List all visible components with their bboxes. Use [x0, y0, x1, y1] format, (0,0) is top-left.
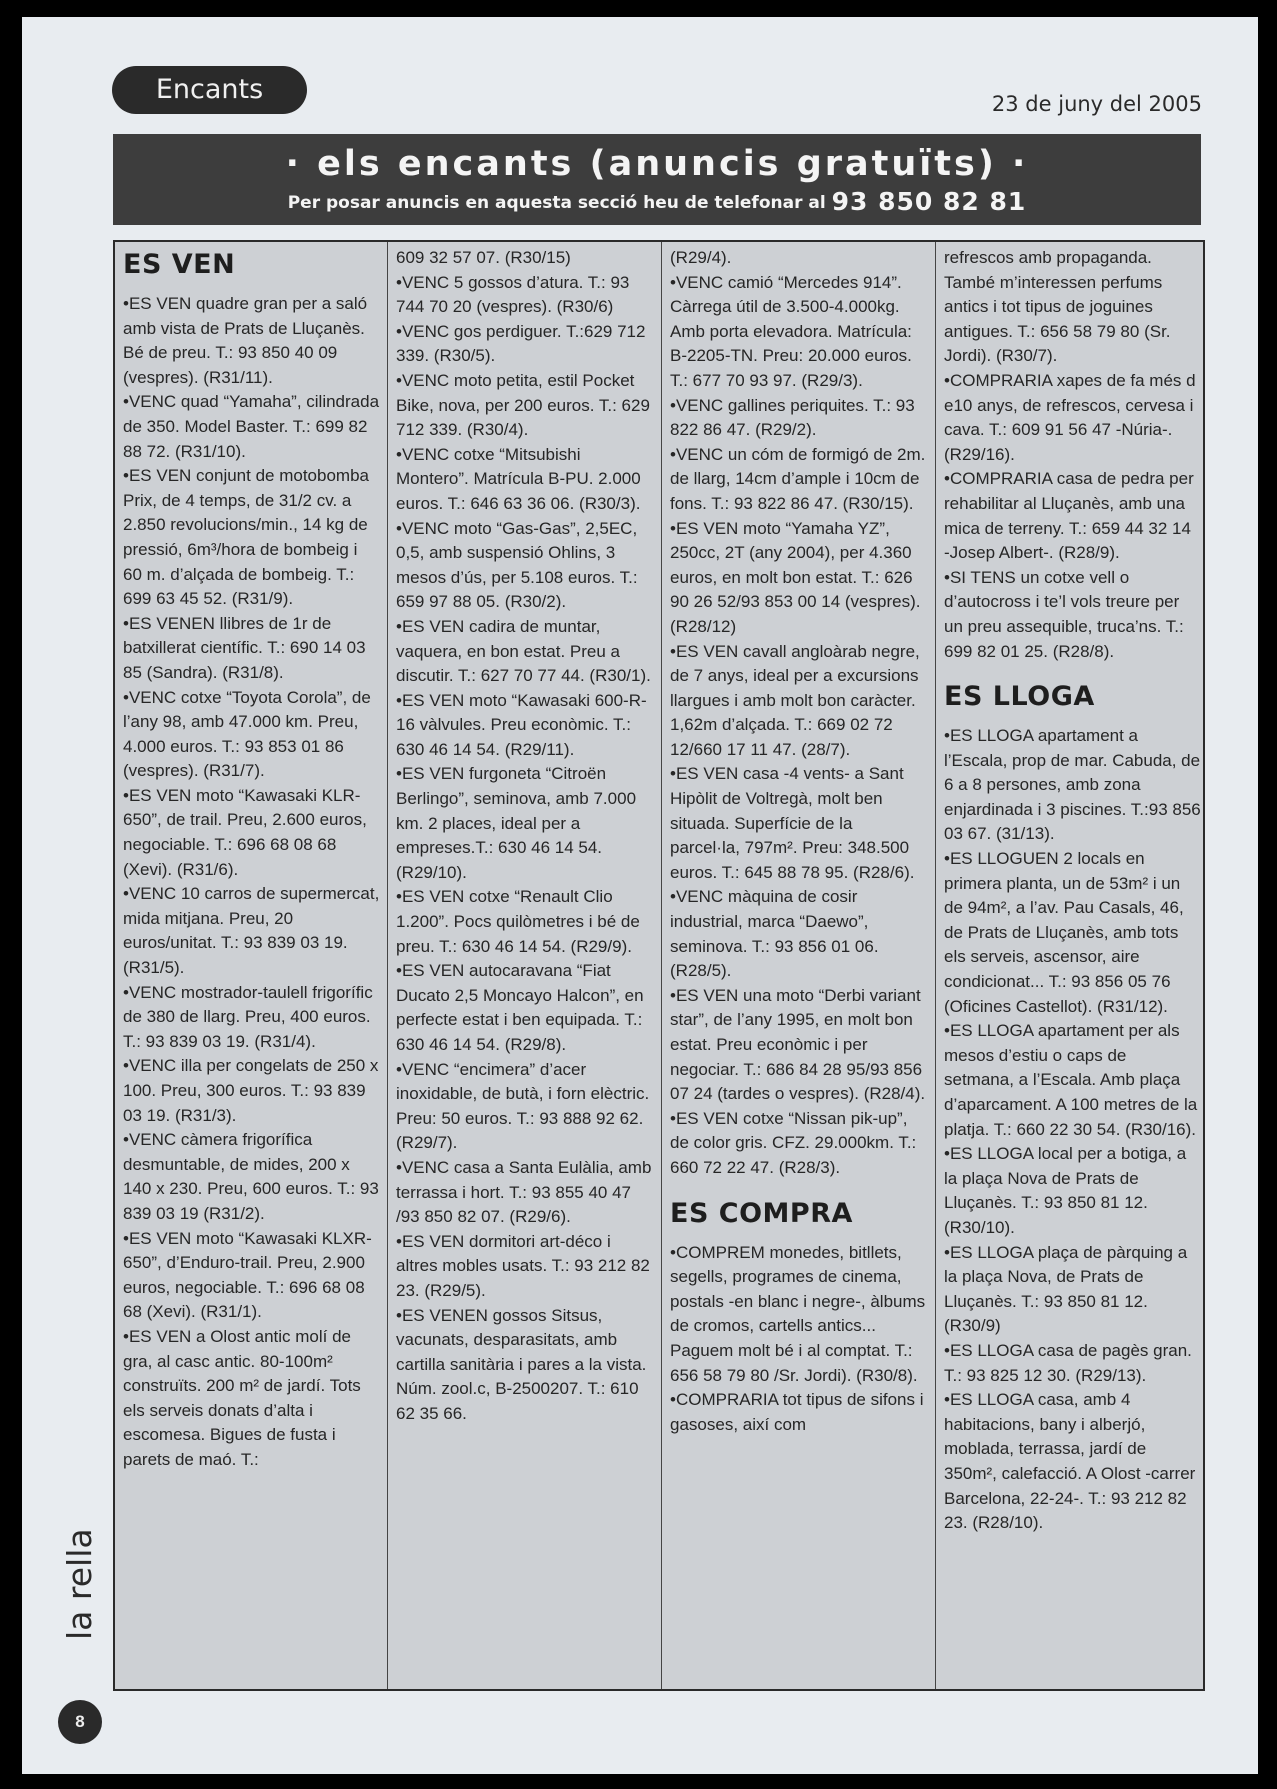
section-tab	[112, 66, 307, 114]
classified-ad: •VENC “encimera” d’acer inoxidable, de butà, i forn elèctric. Preu: 50 euros. T.: 93 888 92 62.(R29/7).	[396, 1059, 650, 1153]
section-label: Encants	[155, 74, 264, 105]
classified-ad: •ES LLOGA casa, amb 4 habitacions, bany i alberjó, mobladа, terrassa, jardí de 350m², calefacció. A Olost -carrer Barcelona, 22-24-. T.: 93 212 82 23. (R28/10).	[944, 1390, 1196, 1533]
classified-ad: •VENC màquina de cosir industrial, marca “Daewo”, seminova. T.: 93 856 01 06. (R28/5).	[670, 887, 879, 981]
classifieds-banner	[113, 134, 1201, 225]
classified-ad: •ES LLOGA apartament a l’Escala, prop de mar. Cabuda, de 6 a 8 persones, amb zona enjardinada i 3 piscines. T.:93 856 03 67. (31/13).	[944, 726, 1201, 844]
classified-ad: •SI TENS un cotxe vell o d’autocross i te’l vols treure per un preu assequible, truca’ns. T.: 699 82 01 25. (R28/8).	[944, 567, 1184, 661]
classified-ad: •VENC moto “Gas-Gas”, 2,5EC, 0,5, amb suspensió Ohlins, 3 mesos d’ús, per 5.108 euros. T.: 659 97 88 05. (R30/2).	[396, 518, 638, 612]
column-2	[396, 246, 653, 1686]
banner-instructions: Per posar anuncis en aquesta secció heu de telefonar al	[287, 193, 826, 213]
category-heading-es-ven: ES VEN	[123, 249, 236, 280]
classified-ad: •ES VEN cotxe “Renault Clio 1.200”. Pocs quilòmetres i bé de preu. T.: 630 46 14 54. (R29/9).	[396, 887, 640, 956]
classified-ad: •ES VENEN llibres de 1r de batxillerat científic. T.: 690 14 03 85 (Sandra). (R31/8).	[123, 613, 366, 682]
classified-ad: •ES VENEN gossos Sitsus, vacunats, desparasitats, amb cartilla sanitària i pares a la vista. Núm. zool.c, B-2500207. T.: 610 62 35 66.	[396, 1305, 647, 1423]
column-1	[123, 246, 380, 1686]
ad-list	[670, 1241, 927, 1438]
classified-ad: •VENC camió “Mercedes 914”. Càrrega útil de 3.500-4.000kg. Amb porta elevadora. Matrícula: B-2205-TN. Preu: 20.000 euros. T.: 677 70 93 97. (R29/3).	[670, 272, 912, 390]
classified-ad: •COMPREM monedes, bitllets, segells, programes de cinema, postals -en blanc i negre-, àlbums de cromos, cartells antics... Paguem molt bé i al comptat. T.: 656 58 79 80 /Sr. Jordi). (R30/8).	[670, 1242, 926, 1385]
column-3	[670, 246, 927, 1686]
classified-ad: refrescos amb propaganda. També m’interessen perfums antics i tot tipus de joguines antigues. T.: 656 58 79 80 (Sr. Jordi). (R30/7).	[944, 248, 1171, 366]
classified-ad: •ES VEN quadre gran per a saló amb vista de Prats de Lluçanès. Bé de preu. T.: 93 850 40 09 (vespres). (R31/11).	[123, 294, 368, 387]
classified-ad: •ES VEN furgoneta “Citroën Berlingo”, seminova, amb 7.000 km. 2 places, ideal per a empreses.T.: 630 46 14 54. (R29/10).	[396, 764, 637, 882]
classified-ad: •VENC illa per congelats de 250 x 100. Preu, 300 euros. T.: 93 839 03 19. (R31/3).	[123, 1056, 379, 1125]
classified-ad: •VENC gos perdiguer. T.:629 712 339. (R30/5).	[396, 321, 646, 366]
classified-ad: •ES VEN moto “Yamaha YZ”, 250cc, 2T (any 2004), per 4.360 euros, en molt bon estat. T.: 626 90 26 52/93 853 00 14 (vespres). (R28/12)	[670, 518, 921, 636]
banner-phone-number: 93 850 82 81	[831, 187, 1027, 216]
classified-ad: •ES VEN cavall angloàrab negre, de 7 anys, ideal per a excursions llargues i amb molt bon caràcter. 1,62m d’alçada. T.: 669 02 72 12/660 17 11 47. (28/7).	[670, 641, 920, 759]
column-divider	[387, 242, 388, 1689]
classified-ad: •VENC cotxe “Mitsubishi Montero”. Matrícula B-PU. 2.000 euros. T.: 646 63 36 06. (R30/3).	[396, 444, 641, 513]
classified-ad: •COMPRARIA tot tipus de sifons i gasoses, així com	[670, 1390, 924, 1434]
classified-ad: •ES LLOGA local per a botiga, a la plaça Nova de Prats de Lluçanès. T.: 93 850 81 12. (R30/10).	[944, 1144, 1187, 1237]
banner-subtitle	[113, 187, 1201, 218]
classified-ad: •ES VEN a Olost antic molí de gra, al casc antic. 80-100m² construïts. 200 m² de jardí. Tots els serveis donats d’alta i escomesa. Bigues de fusta i parets de maó. T.:	[123, 1326, 361, 1469]
classified-ad: (R29/4).	[670, 248, 732, 267]
classified-ad: •VENC casa a Santa Eulàlia, amb terrassa i hort. T.: 93 855 40 47 /93 850 82 07. (R29/6).	[396, 1157, 652, 1227]
publication-masthead: la rella	[60, 1528, 99, 1640]
classified-ad: •ES VEN cotxe “Nissan pik-up”, de color gris. CFZ. 29.000km. T.: 660 72 22 47. (R28/3).	[670, 1108, 917, 1177]
category-heading-es-compra: ES COMPRA	[670, 1197, 853, 1229]
issue-date: 23 de juny del 2005	[991, 92, 1202, 116]
classified-ad: •VENC moto petita, estil Pocket Bike, nova, per 200 euros. T.: 629 712 339. (R30/4).	[396, 370, 650, 440]
column-divider	[661, 242, 662, 1689]
classified-ad: •ES LLOGA apartament per als mesos d’estiu o caps de setmana, a l’Escala. Amb plaça d’aparcament. A 100 metres de la platja. T.: 660 22 30 54. (R30/16).	[944, 1021, 1198, 1139]
classified-ad: •ES VEN moto “Kawasaki KLXR-650”, d’Enduro-trail. Preu, 2.900 euros, negociable. T.: 696 68 08 68 (Xevi). (R31/1).	[123, 1228, 372, 1322]
classified-ad: •ES VEN casa -4 vents- a Sant Hipòlit de Voltregà, molt ben situada. Superfície de la parcel·la, 797m². Preu: 348.500 euros. T.: 645 88 78 95. (R28/6).	[670, 764, 915, 882]
classified-ad: •COMPRARIA casa de pedra per rehabilitar al Lluçanès, amb una mica de terreny. T.: 659 44 32 14 -Josep Albert-. (R28/9).	[944, 469, 1194, 563]
classifieds-box	[113, 240, 1205, 1691]
ad-list	[670, 246, 927, 1181]
classified-ad: •ES LLOGA plaça de pàrquing a la plaça Nova, de Prats de Lluçanès. T.: 93 850 81 12. (R30/9)	[944, 1242, 1188, 1336]
classified-ad: •VENC 10 carros de supermercat, mida mitjana. Preu, 20 euros/unitat. T.: 93 839 03 19. (R31/5).	[123, 884, 380, 978]
classified-ad: •ES VEN cadira de muntar, vaquera, en bon estat. Preu a discutir. T.: 627 70 77 44. (R30/1).	[396, 616, 651, 686]
ad-list	[944, 724, 1201, 1536]
classified-ad: •ES LLOGA casa de pagès gran. T.: 93 825 12 30. (R29/13).	[944, 1340, 1192, 1385]
classified-ad: •ES VEN autocaravana “Fiat Ducato 2,5 Moncayo Halcon”, en perfecte estat i ben equipada. T.: 630 46 14 54. (R29/8).	[396, 961, 644, 1054]
page-number: 8	[58, 1700, 102, 1744]
classified-ad: •ES VEN dormitori art-déco i altres mobles usats. T.: 93 212 82 23. (R29/5).	[396, 1231, 650, 1300]
ad-list	[944, 246, 1201, 664]
classified-ad: •VENC 5 gossos d’atura. T.: 93 744 70 20 (vespres). (R30/6)	[396, 272, 630, 317]
classified-ad: •ES VEN moto “Kawasaki KLR-650”, de trail. Preu, 2.600 euros, negociable. T.: 696 68 08 68 (Xevi). (R31/6).	[123, 785, 367, 879]
classified-ad: •VENC gallines periquites. T.: 93 822 86 47. (R29/2).	[670, 395, 915, 440]
classified-ad: •VENC càmera frigorífica desmuntable, de mides, 200 x 140 x 230. Preu, 600 euros. T.: 93 839 03 19 (R31/2).	[123, 1130, 379, 1223]
classified-ad: •VENC cotxe “Toyota Corola”, de l’any 98, amb 47.000 km. Preu, 4.000 euros. T.: 93 853 01 86 (vespres). (R31/7).	[123, 687, 371, 781]
classified-ad: •VENC un cóm de formigó de 2m. de llarg, 14cm d’ample i 10cm de fons. T.: 93 822 86 47. (R30/15).	[670, 444, 926, 513]
classified-ad: •VENC mostrador-taulell frigorífic de 380 de llarg. Preu, 400 euros. T.: 93 839 03 19. (R31/4).	[123, 982, 373, 1051]
classified-ad: 609 32 57 07. (R30/15)	[396, 248, 571, 267]
classified-ad: •COMPRARIA xapes de fa més d e10 anys, de refrescos, cervesa i cava. T.: 609 91 56 47 -Núria-. (R29/16).	[944, 370, 1196, 464]
banner-title: · els encants (anuncis gratuïts) ·	[285, 144, 1029, 184]
classified-ad: •ES VEN moto “Kawasaki 600-R-16 vàlvules. Preu econòmic. T.: 630 46 14 54. (R29/11).	[396, 690, 647, 759]
classified-ad: •ES LLOGUEN 2 locals en primera planta, un de 53m² i un de 94m², a l’av. Pau Casals, 46, de Prats de Lluçanès, amb tots els serveis, ascensor, aire condicionat... T.: 93 856 05 76 (Oficines Castellot). (R31/12).	[944, 849, 1184, 1016]
classified-ad: •ES VEN una moto “Derbi variant star”, de l’any 1995, en molt bon estat. Preu econòmic i per negociar. T.: 686 84 28 95/93 856 07 24 (tardes o vespres). (R28/4).	[670, 985, 926, 1104]
classified-ad: •ES VEN conjunt de motobomba Prix, de 4 temps, de 31/2 cv. a 2.850 revolucions/min., 14 kg de pressió, 6m³/hora de bombeig i 60 m. d’alçada de bombeig. T.: 699 63 45 52. (R31/9).	[123, 466, 369, 609]
ad-list	[123, 292, 380, 1473]
ad-list	[396, 246, 653, 1427]
category-heading-es-lloga: ES LLOGA	[944, 681, 1095, 713]
column-divider	[935, 242, 936, 1689]
classified-ad: •VENC quad “Yamaha”, cilindrada de 350. Model Baster. T.: 699 82 88 72. (R31/10).	[123, 392, 380, 461]
column-4	[944, 246, 1201, 1686]
